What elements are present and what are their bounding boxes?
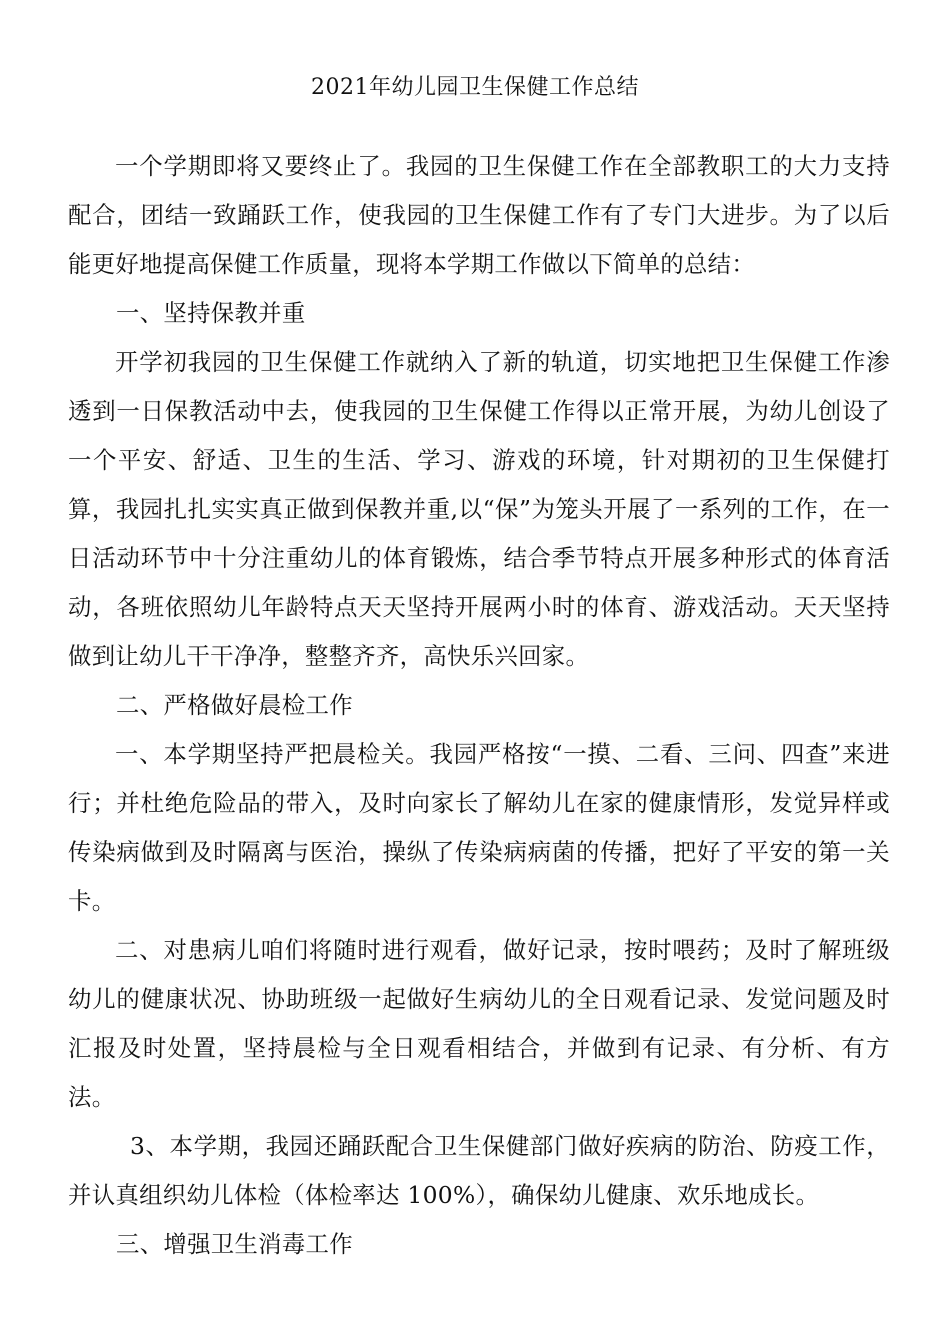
section-heading-2: 二、严格做好晨检工作	[116, 691, 353, 719]
section-2-item-3: 3、本学期，我园还踊跃配合卫生保健部门做好疾病的防治、防疫工作，并认真组织幼儿体检（体检率达 100%），确保幼儿健康、欢乐地成长。	[68, 1132, 890, 1209]
section-2-item-2: 二、对患病儿咱们将随时进行观看，做好记录，按时喂药；及时了解班级幼儿的健康状况、协助班级一起做好生病幼儿的全日观看记录、发觉问题及时汇报及时处置，坚持晨检与全日观看相结合，并做到有记录、有分析、有方法。	[68, 936, 890, 1111]
intro-paragraph: 一个学期即将又要终止了。我园的卫生保健工作在全部教职工的大力支持配合，团结一致踊跃工作，使我园的卫生保健工作有了专门大进步。为了以后能更好地提高保健工作质量，现将本学期工作做以下简单的总结：	[68, 152, 890, 278]
section-heading-3: 三、增强卫生消毒工作	[116, 1230, 353, 1258]
section-heading-1: 一、坚持保教并重	[116, 299, 306, 327]
section-2-item-1: 一、本学期坚持严把晨检关。我园严格按“一摸、二看、三问、四查”来进行；并杜绝危险品的带入，及时向家长了解幼儿在家的健康情形，发觉异样或传染病做到及时隔离与医治，操纵了传染病病菌的传播，把好了平安的第一关卡。	[68, 740, 890, 915]
section-1-paragraph: 开学初我园的卫生保健工作就纳入了新的轨道，切实地把卫生保健工作渗透到一日保教活动中去，使我园的卫生保健工作得以正常开展，为幼儿创设了一个平安、舒适、卫生的生活、学习、游戏的环境，针对期初的卫生保健打算，我园扎扎实实真正做到保教并重,以“保”为笼头开展了一系列的工作，在一日活动环节中十分注重幼儿的体育锻炼，结合季节特点开展多种形式的体育活动，各班依照幼儿年龄特点天天坚持开展两小时的体育、游戏活动。天天坚持做到让幼儿干干净净，整整齐齐，高快乐兴回家。	[68, 348, 890, 670]
document-body	[68, 142, 890, 1269]
document-title: 2021年幼儿园卫生保健工作总结	[311, 75, 639, 100]
